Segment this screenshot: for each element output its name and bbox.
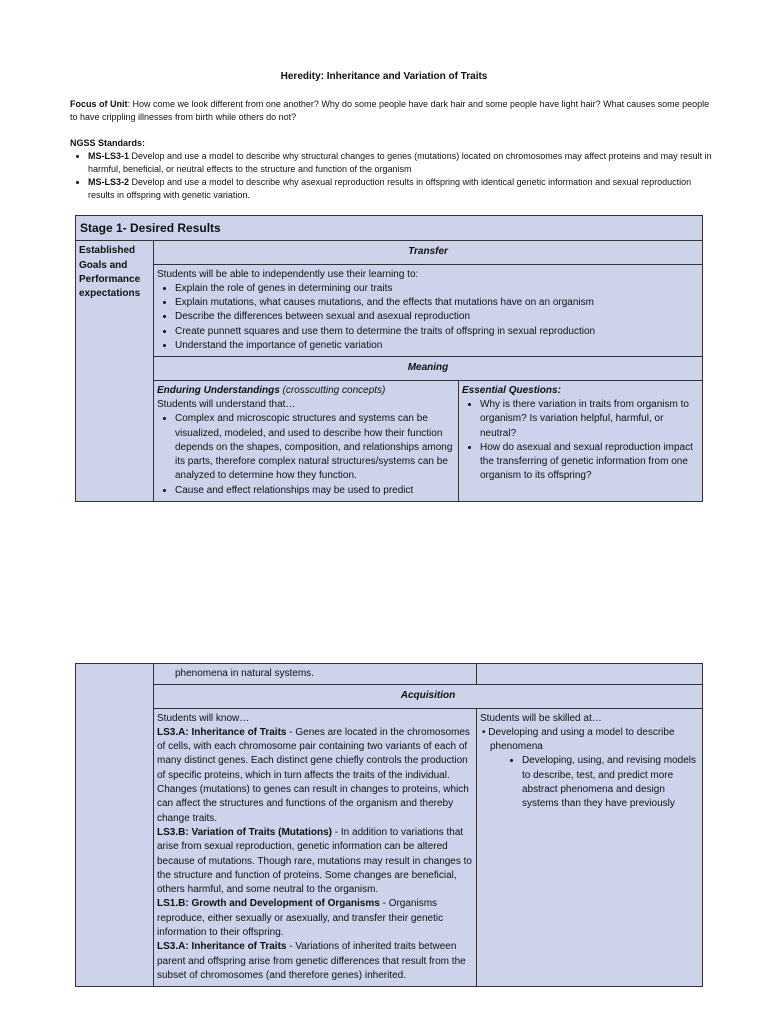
ngss-code: MS-LS3-1 [88,151,130,161]
transfer-item: • Explain the role of genes in determining our traits [175,282,699,296]
stage1-header: Stage 1- Desired Results [76,216,703,241]
acquisition-label: Acquisition [154,685,703,708]
eu-intro: Students will understand that… [157,398,296,410]
know-item: LS3.A: Inheritance of Traits - Variations of inherited traits between parent and offspring arise from genetic differences that result from the subset of chromosomes (and therefore genes) inherited. [157,941,466,981]
ngss-item [88,150,720,176]
eu-title: Enduring Understandings [157,384,280,396]
students-skilled-at [477,708,703,987]
eq-title: Essential Questions: [462,384,561,396]
transfer-content [154,264,703,357]
goals-continued [76,664,154,987]
eu-item: • Complex and microscopic structures and systems can be visualized, modeled, and used to describe how their function depends on the shapes, composition, and relationships among its parts, therefore complex natural structures/systems can be analyzed to determine how they function. [175,412,455,483]
ngss-text: Develop and use a model to describe why asexual reproduction results in offspring with identical genetic information and sexual reproduction results in offspring with genetic variation. [88,177,692,200]
transfer-item: • Explain mutations, what causes mutations, and the effects that mutations have on an organism [175,296,699,310]
focus-of-unit [70,98,710,124]
ngss-heading: NGSS Standards: [70,138,146,148]
focus-text: : How come we look different from one another? Why do some people have dark hair and some people have light hair? What causes some people to have crippling illnesses from birth while others do not? [70,99,710,122]
know-item: LS1.B: Growth and Development of Organisms - Organisms reproduce, either sexually or asexually, and transfer their genetic information to their offspring. [157,898,444,939]
stage1-table [75,215,703,502]
eu-subtitle: (crosscutting concepts) [279,384,386,396]
students-will-know [154,708,477,987]
enduring-understandings [154,380,459,501]
established-goals: Established Goals and Performance expectations [76,241,154,502]
transfer-item: • Create punnett squares and use them to determine the traits of offspring in sexual reproduction [175,325,699,339]
eq-item: • Why is there variation in traits from organism to organism? Is variation helpful, harmful, or neutral? [480,398,699,441]
focus-label: Focus of Unit [70,99,128,109]
eu-continued: phenomena in natural systems. [154,664,477,685]
eq-item: • How do asexual and sexual reproduction impact the transferring of genetic information from one organism to its offspring? [480,441,699,484]
ngss-text: Develop and use a model to describe why structural changes to genes (mutations) located on chromosomes may affect proteins and may result in harmful, beneficial, or neutral effects to the structure and function of the organism [88,151,712,174]
transfer-item: • Understand the importance of genetic variation [175,339,699,353]
eu-item: • Cause and effect relationships may be used to predict [175,484,455,498]
meaning-label: Meaning [154,357,703,380]
skill-item: • Developing and using a model to describe phenomena [482,726,675,753]
skill-intro: Students will be skilled at… [480,712,602,724]
stage1-table-continued [75,663,703,987]
ngss-code: MS-LS3-2 [88,177,130,187]
eq-continued [477,664,703,685]
ngss-standards [70,137,720,202]
transfer-intro: Students will be able to independently use their learning to: [157,268,419,280]
skill-subitem: • Developing, using, and revising models to describe, test, and predict more abstract phenomena and design systems than they have previously [522,754,699,811]
ngss-item [88,176,720,202]
know-item: LS3.A: Inheritance of Traits - Genes are located in the chromosomes of cells, with each chromosome pair containing two variants of each of many distinct genes. Each distinct gene chiefly controls the production of specific proteins, which in turn affects the traits of the individual. Changes (mutations) to genes can result in changes to proteins, which can affect the structures and functions of the organism and thereby change traits. [157,726,470,824]
know-item: LS3.B: Variation of Traits (Mutations) - In addition to variations that arise from sexual reproduction, genetic information can be altered because of mutations. Though rare, mutations may result in changes to the structure and function of proteins. Some changes are beneficial, others harmful, and some neutral to the organism. [157,826,472,896]
essential-questions [459,380,703,501]
know-intro: Students will know… [157,712,250,724]
document-title: Heredity: Inheritance and Variation of Traits [280,71,488,82]
transfer-item: • Describe the differences between sexual and asexual reproduction [175,310,699,324]
transfer-label: Transfer [154,241,703,264]
